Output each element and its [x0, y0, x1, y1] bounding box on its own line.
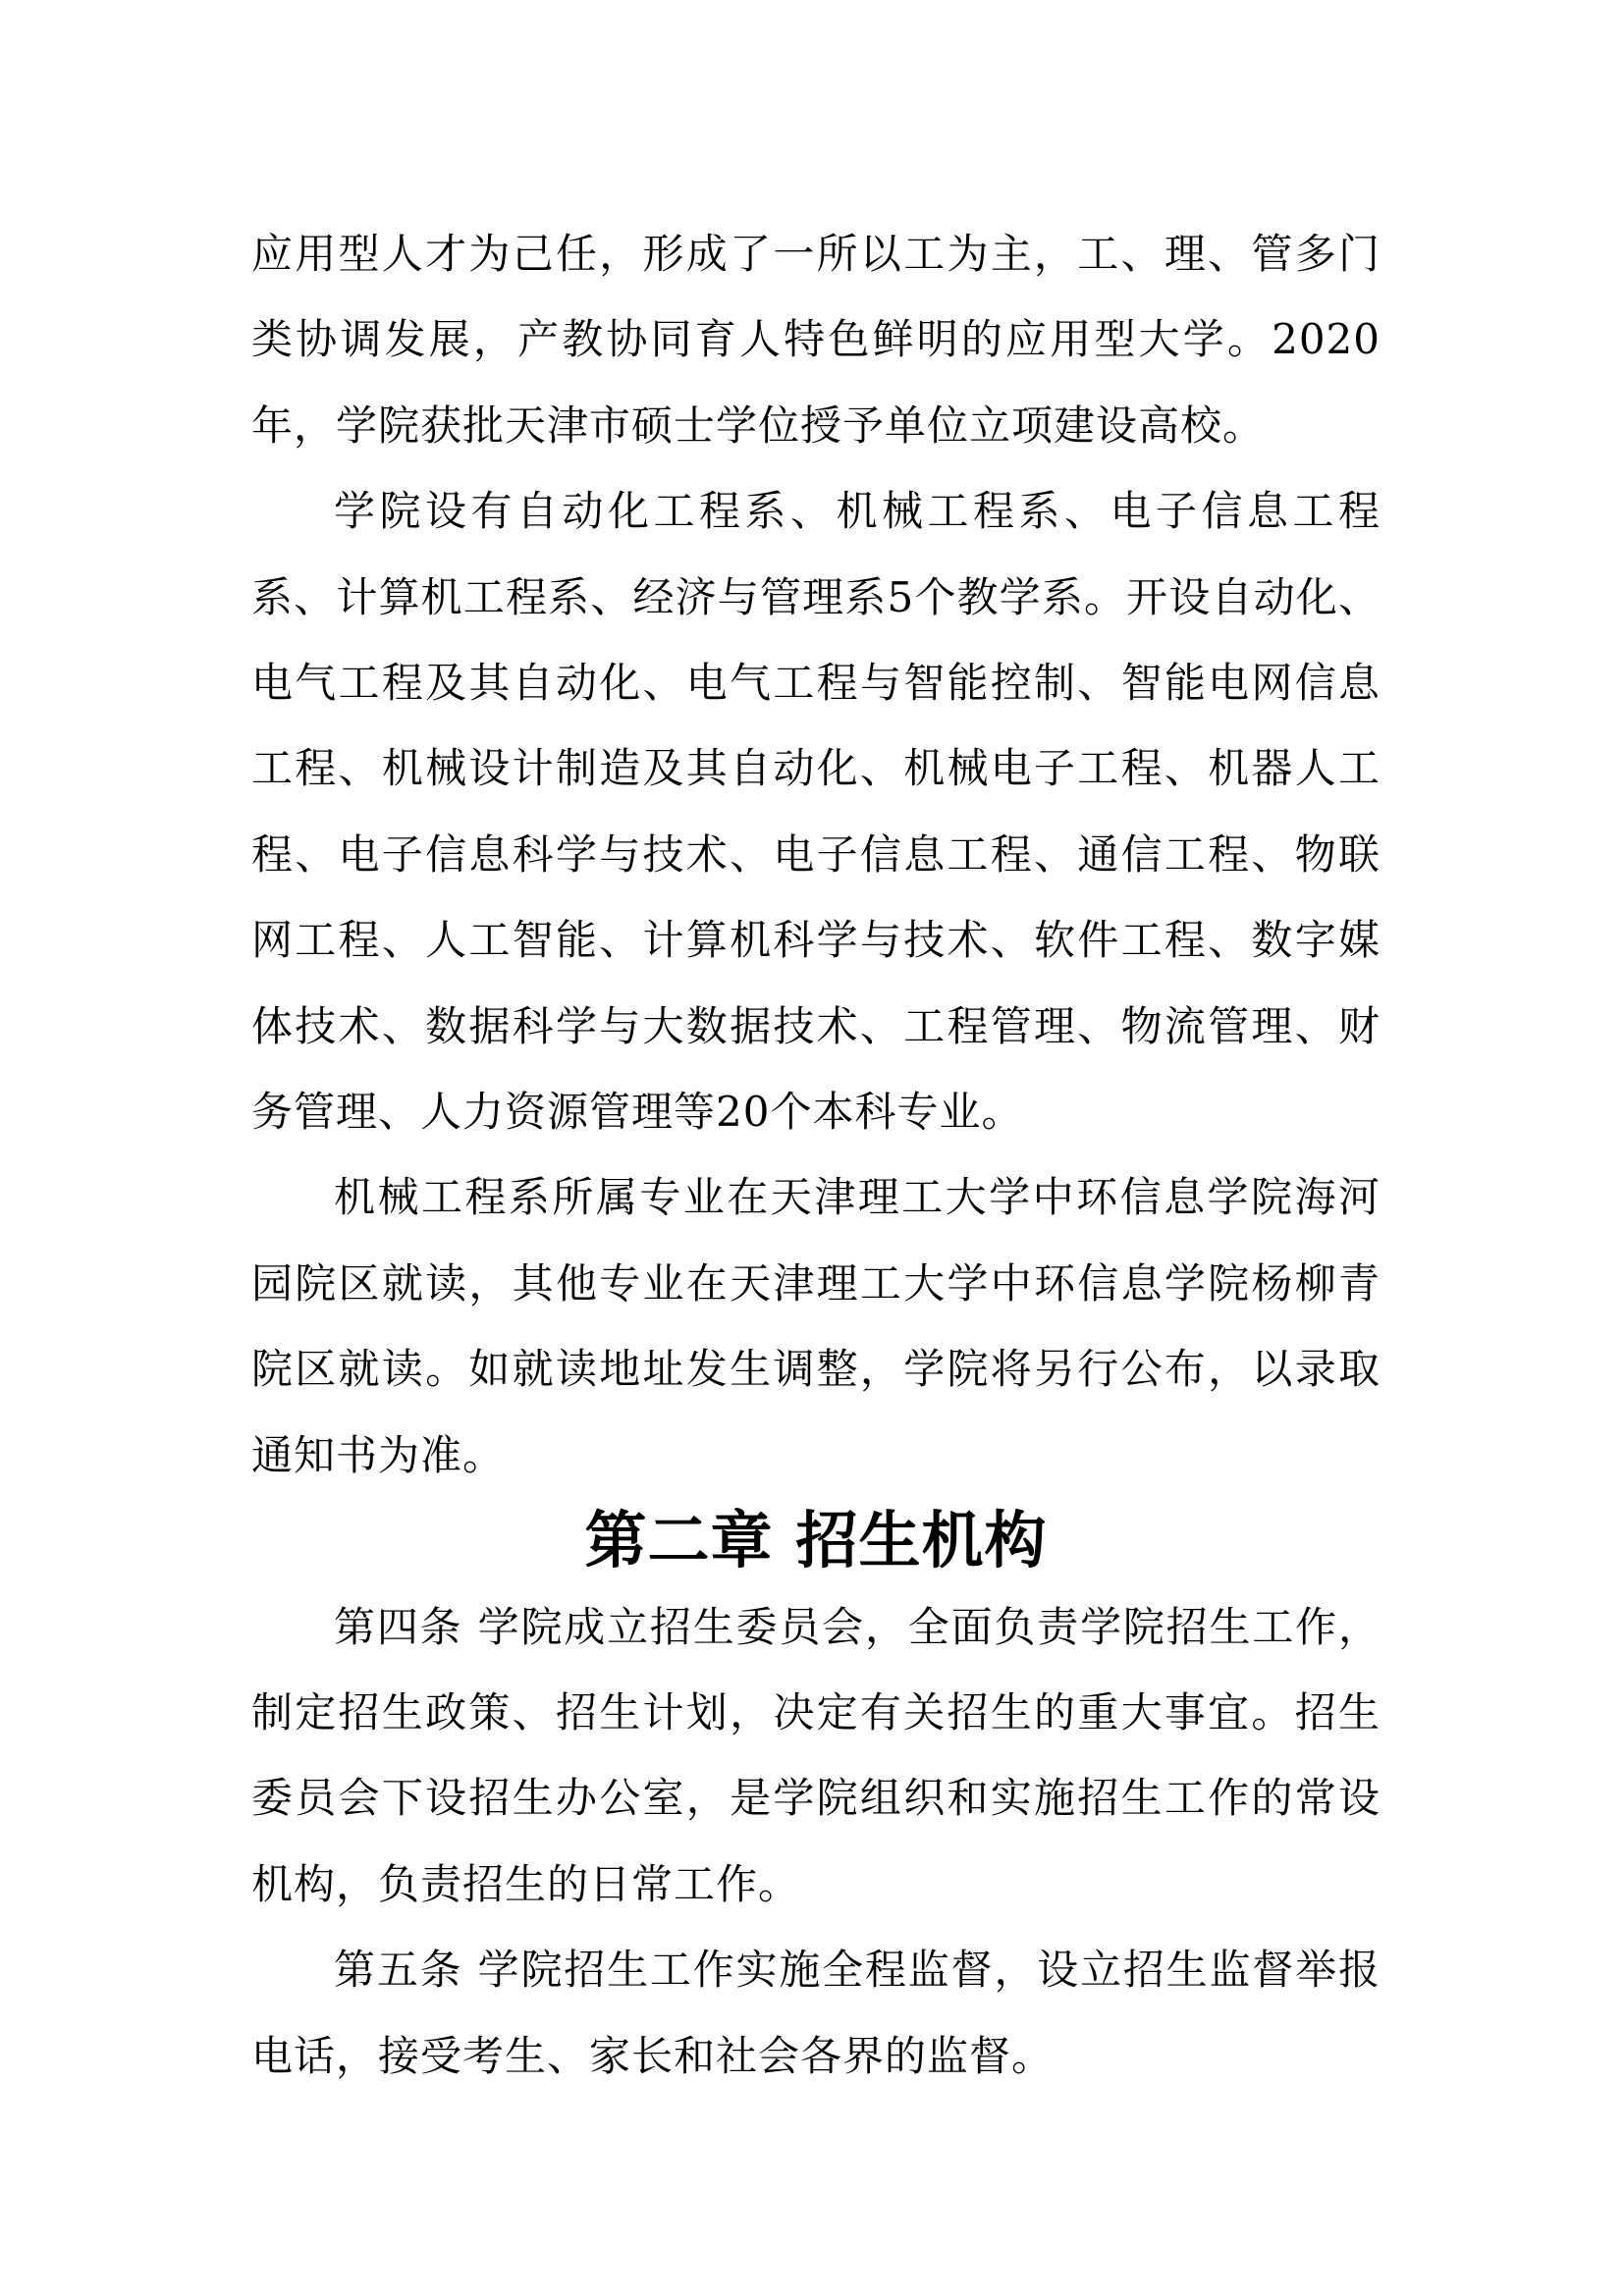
paragraph-departments-majors: 学院设有自动化工程系、机械工程系、电子信息工程系、计算机工程系、经济与管理系5个教学系。开设自动化、电气工程及其自动化、电气工程与智能控制、智能电网信息工程、机械设计制造及其自动化、机械电子工程、机器人工程、电子信息科学与技术、电子信息工程、通信工程、物联网工程、人工智能、计算机科学与技术、软件工程、数字媒体技术、数据科学与大数据技术、工程管理、物流管理、财务管理、人力资源管理等20个本科专业。: [251, 487, 1380, 1137]
paragraph-campus-location: 机械工程系所属专业在天津理工大学中环信息学院海河园院区就读，其他专业在天津理工大学中环信息学院杨柳青院区就读。如就读地址发生调整，学院将另行公布，以录取通知书为准。: [251, 1173, 1380, 1479]
paragraph-article-4: 第四条 学院成立招生委员会，全面负责学院招生工作，制定招生政策、招生计划，决定有关招生的重大事宜。招生委员会下设招生办公室，是学院组织和实施招生工作的常设机构，负责招生的日常工作。: [251, 1602, 1380, 1908]
paragraph-continued-intro: 应用型人才为己任，形成了一所以工为主，工、理、管多门类协调发展，产教协同育人特色鲜明的应用型大学。2020年，学院获批天津市硕士学位授予单位立项建设高校。: [251, 230, 1380, 450]
document-body: [251, 211, 1380, 2099]
paragraph-article-5: 第五条 学院招生工作实施全程监督，设立招生监督举报电话，接受考生、家长和社会各界的监督。: [251, 1946, 1380, 2080]
chapter-heading: 第二章 招生机构: [584, 1504, 1048, 1577]
